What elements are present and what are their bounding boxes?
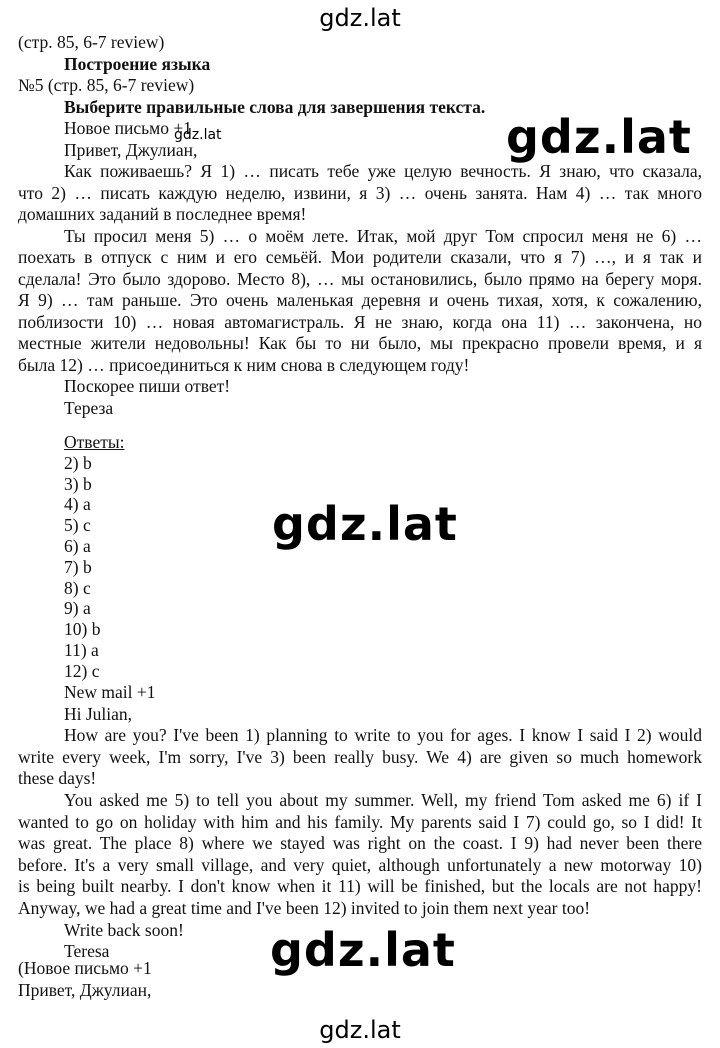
answer-item: 8) c [64, 577, 91, 598]
paragraph-line: домашних заданий в последнее время! [18, 204, 307, 224]
answers [18, 432, 702, 682]
answer-item: 7) b [64, 556, 92, 577]
paragraph-line: Я 9) … там раньше. Это очень маленькая деревня и очень тихая, хотя, к сожалению, [18, 290, 702, 310]
watermark-large-1: gdz.lat [506, 110, 692, 164]
paragraph-line: сделала! Это было здорово. Место 8), … мы остановились, было прямо на берегу моря. [18, 268, 702, 289]
letter-subject: New mail +1 [64, 682, 156, 702]
paragraph-line: поблизости 10) … новая автомагистраль. Я не знаю, когда она 11) … закончена, но [18, 311, 702, 332]
paragraph-line: is being built nearby. I don't know when it 11) will be finished, but the locals are not happy! [18, 876, 702, 897]
answer-item: 5) c [64, 515, 91, 536]
paragraph-line: Как поживаешь? Я 1) … писать тебе уже целую вечность. Я знаю, что сказала, [64, 161, 702, 181]
page-reference: (стр. 85, 6-7 review) [18, 32, 165, 52]
answer-item: 6) a [64, 535, 91, 556]
watermark-bottom: gdz.lat [319, 1016, 401, 1044]
letter-signature: Тереза [64, 397, 114, 418]
answers-title: Ответы: [64, 432, 125, 452]
letter-closing: Write back soon! [64, 919, 184, 940]
paragraph-line: что 2) … писать каждую неделю, извини, я 3) … очень занята. Нам 4) … так много [18, 182, 702, 203]
task-number: №5 (стр. 85, 6-7 review) [18, 75, 195, 95]
header [18, 32, 702, 118]
watermark-large-2: gdz.lat [272, 497, 458, 551]
watermark-small: gdz.lat [174, 127, 222, 143]
answer-item: 10) b [64, 619, 101, 640]
paragraph-line: How are you? I've been 1) planning to write to you for ages. I know I said I 2) would [64, 725, 702, 746]
paragraph-line: местные жители недовольны! Как бы то ни было, мы прекрасно провели время, и я [18, 333, 702, 353]
paragraph-line: поехать в отпуск с ним и его семьёй. Мои родители сказали, что я 7) …, и я так и [18, 247, 702, 267]
answer-item: 9) a [64, 598, 91, 619]
paragraph-line: Ты просил меня 5) … о моём лете. Итак, мой друг Том спросил меня не 6) … [64, 225, 702, 246]
paragraph-line: Anyway, we had a great time and I've been 12) invited to join them next year too! [18, 897, 591, 918]
english-letter [18, 682, 702, 963]
task-instruction: Выберите правильные слова для завершения текста. [64, 96, 486, 117]
paragraph-line: была 12) … присоединиться к ним снова в следующем году! [18, 354, 470, 375]
footer [18, 958, 702, 1001]
paragraph-line: wanted to go on holiday with him and his family. My parents said I 7) could go, so I did! It [18, 811, 702, 832]
letter-greeting: Hi Julian, [64, 703, 133, 724]
footer-line: Привет, Джулиан, [18, 979, 152, 1000]
letter-closing: Поскорее пиши ответ! [64, 376, 231, 396]
answer-item: 12) c [64, 660, 100, 681]
answer-item: 3) b [64, 473, 92, 494]
answer-item: 11) a [64, 639, 99, 660]
paragraph-line: these days! [18, 768, 97, 789]
paragraph-line: before. It's a very small village, and very quiet, although unfortunately a new motorway 10) [18, 854, 702, 875]
watermark-top: gdz.lat [319, 4, 401, 32]
footer-line: (Новое письмо +1 [18, 958, 152, 978]
russian-letter [18, 118, 702, 419]
watermark-large-3: gdz.lat [270, 923, 456, 977]
letter-signature: Teresa [64, 941, 110, 962]
section-title: Построение языка [64, 53, 211, 74]
letter-greeting: Привет, Джулиан, [64, 139, 198, 160]
answer-item: 2) b [64, 452, 92, 473]
letter-subject: Новое письмо +1 [64, 118, 192, 138]
answer-item: 4) a [64, 494, 91, 515]
paragraph-line: write every week, I'm sorry, I've 3) been really busy. We 4) are given so much homework [18, 746, 702, 767]
paragraph-line: You asked me 5) to tell you about my summer. Well, my friend Tom asked me 6) if I [64, 789, 702, 810]
paragraph-line: was great. The place 8) where we stayed was right on the coast. I 9) had never been there [18, 833, 702, 854]
